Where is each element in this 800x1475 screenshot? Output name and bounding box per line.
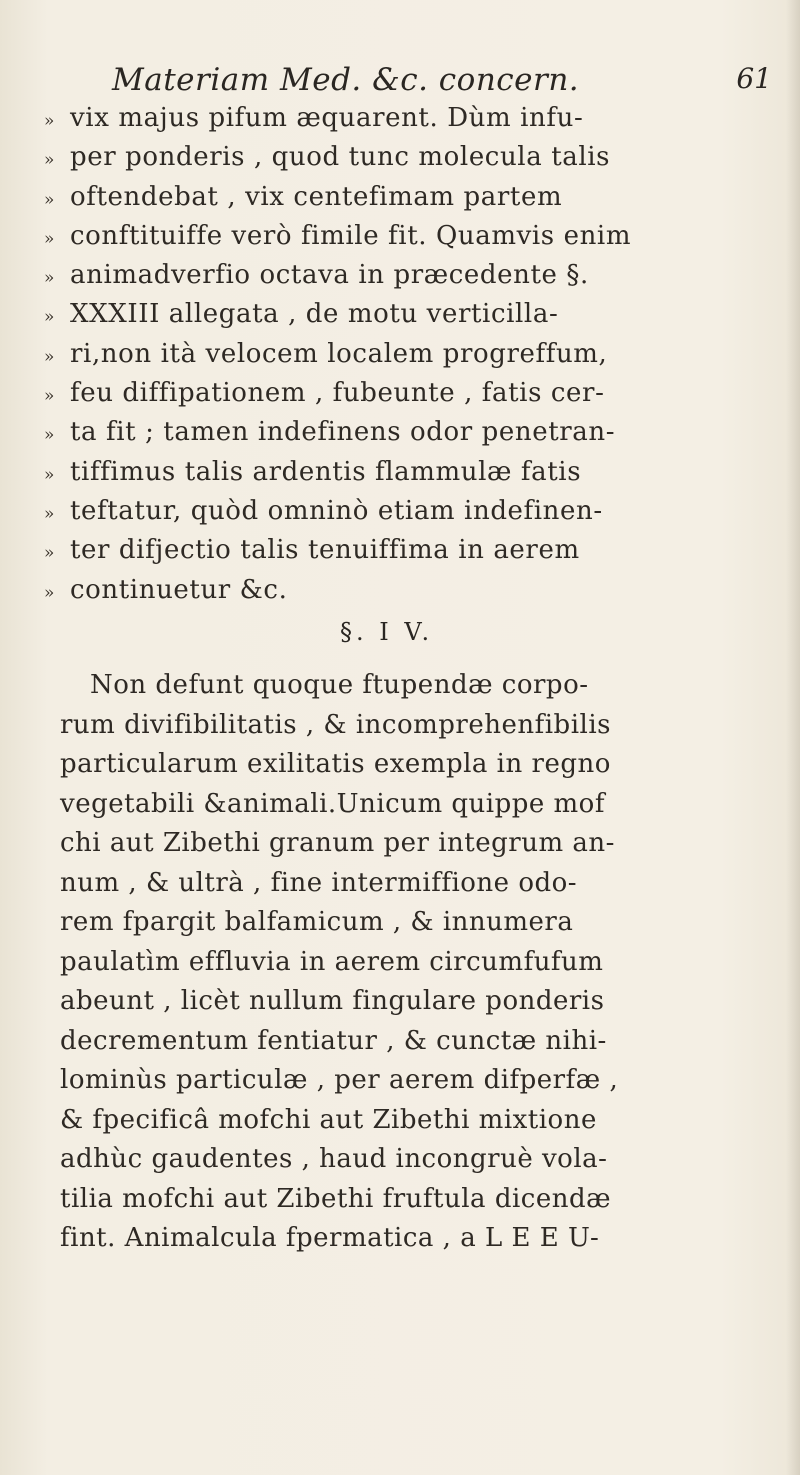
section-heading: §. I V. [340, 618, 434, 646]
quote-line-text: animadverfio octava in præcedente §. [70, 260, 589, 291]
quote-line-text: per ponderis , quod tunc molecula talis [70, 142, 611, 173]
body-line: lominùs particulæ , per aerem difperfæ , [60, 1065, 619, 1095]
quote-mark: » [44, 503, 55, 524]
page-header [112, 62, 772, 102]
body-line: rum divifibilitatis , & incomprehenfibilis [60, 709, 611, 740]
quoted-passage [44, 103, 784, 614]
quote-line-text: ter difjectio talis tenuiffima in aerem [70, 535, 580, 566]
quote-line [44, 221, 784, 260]
body-line: paulatìm effluvia in aerem circumfufum [60, 946, 604, 977]
quote-mark: » [44, 543, 55, 564]
body-line: adhùc gaudentes , haud incongruè vola- [60, 1144, 608, 1174]
body-line: vegetabili &animali.Unicum quippe mof [60, 788, 605, 819]
quote-line [44, 575, 784, 614]
quote-mark: » [44, 425, 55, 446]
body-line: tilia mofchi aut Zibethi fruftula dicendæ [60, 1183, 612, 1214]
page-number: 61 [736, 62, 772, 95]
quote-line [44, 142, 784, 181]
quote-line [44, 378, 784, 417]
quote-line [44, 299, 784, 338]
quote-line-text: vix majus pifum æquarent. Dùm infu- [70, 103, 584, 133]
quote-mark: » [44, 111, 55, 131]
body-line: fint. Animalcula fpermatica , a L E E U- [60, 1223, 600, 1253]
quote-line-text: continuetur &c. [70, 574, 288, 605]
quote-line-text: oftendebat , vix centefimam partem [70, 181, 563, 212]
quote-line [44, 103, 784, 142]
quote-line [44, 182, 784, 221]
quote-line-text: conftituiffe verò fimile fit. Quamvis enim [70, 220, 632, 251]
quote-line-text: teftatur, quòd omninò etiam indefinen- [70, 495, 603, 526]
quote-mark: » [44, 307, 55, 328]
quote-line-text: XXXIII allegata , de motu verticilla- [70, 299, 559, 330]
quote-line [44, 535, 784, 574]
quote-mark: » [44, 464, 55, 485]
body-line: num , & ultrà , fine intermiffione odo- [60, 867, 578, 898]
running-head: Materiam Med. &c. concern. [112, 62, 580, 98]
quote-mark: » [44, 228, 55, 249]
quote-mark: » [44, 150, 55, 171]
body-paragraph [60, 670, 790, 1263]
quote-mark: » [44, 268, 55, 289]
quote-line-text: ta fit ; tamen indefinens odor penetran- [70, 417, 616, 448]
quote-line [44, 260, 784, 299]
quote-line [44, 496, 784, 535]
quote-line [44, 339, 784, 378]
quote-mark: » [44, 346, 55, 367]
body-line: abeunt , licèt nullum fingulare ponderis [60, 986, 605, 1016]
body-line: & fpecificâ mofchi aut Zibethi mixtione [60, 1104, 597, 1135]
body-line: decrementum fentiatur , & cunctæ nihi- [60, 1025, 607, 1056]
quote-line [44, 457, 784, 496]
body-line: rem fpargit balfamicum , & innumera [60, 907, 574, 937]
quote-line-text: tiffimus talis ardentis flammulæ fatis [70, 456, 582, 487]
body-line: Non defunt quoque ftupendæ corpo- [90, 670, 589, 700]
quote-mark: » [44, 386, 55, 407]
quote-line-text: feu diffipationem , fubeunte , fatis cer- [70, 378, 605, 409]
quote-line [44, 417, 784, 456]
quote-mark: » [44, 189, 55, 210]
body-line: chi aut Zibethi granum per integrum an- [60, 828, 615, 858]
body-line: particularum exilitatis exempla in regno [60, 749, 611, 779]
quote-line-text: ri,non ità velocem localem progreffum, [70, 338, 608, 369]
quote-mark: » [44, 582, 55, 603]
